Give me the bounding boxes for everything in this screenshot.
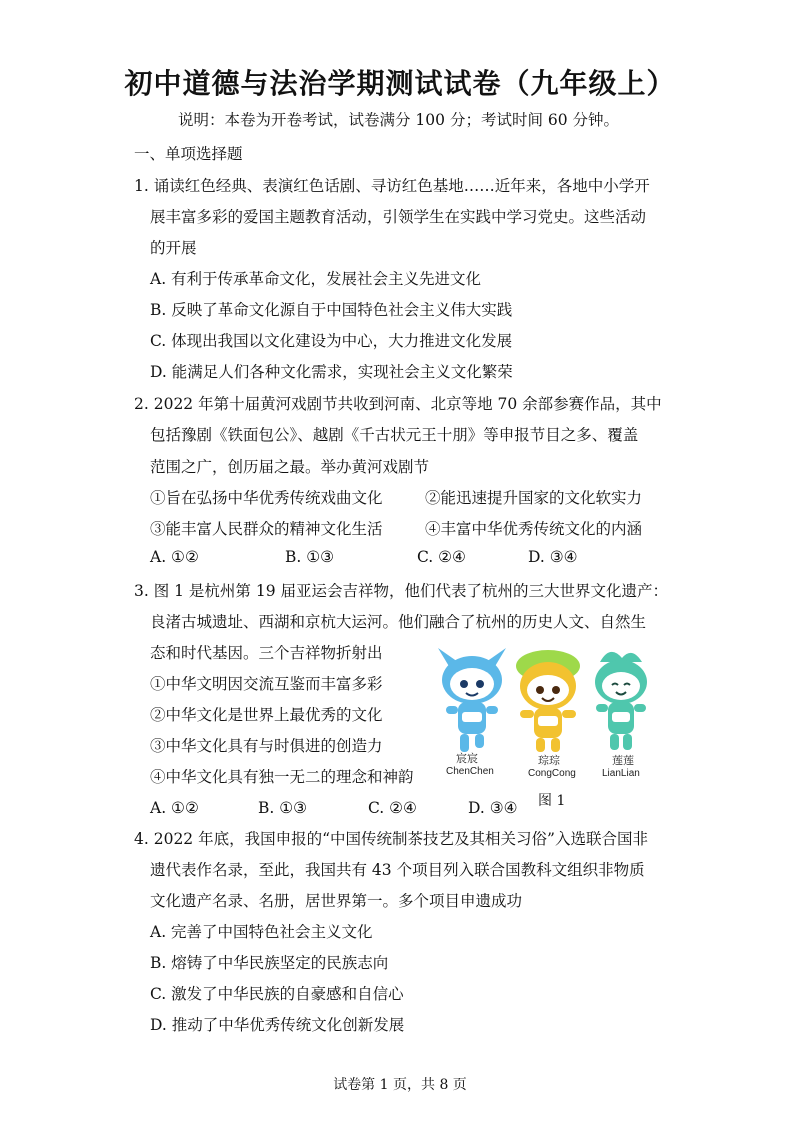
page-title: 初中道德与法治学期测试试卷（九年级上） [124,67,676,100]
q3-item-3: ③中华文化具有与时俱进的创造力 [150,737,383,755]
q3-item-2: ②中华文化是世界上最优秀的文化 [150,706,383,724]
q2-choice-b: B. ①③ [285,548,335,566]
q4-stem-line: 遗代表作名录，至此，我国共有 43 个项目列入联合国教科文组织非物质 [150,861,645,879]
q3-stem-line: 态和时代基因。三个吉祥物折射出 [150,644,383,662]
q2-item-2: ②能迅速提升国家的文化软实力 [425,489,643,507]
q1-option-b: B. 反映了革命文化源自于中国特色社会主义伟大实践 [150,301,513,319]
q2-item-4: ④丰富中华优秀传统文化的内涵 [425,520,643,538]
section-heading: 一、单项选择题 [134,145,243,163]
q3-stem-line: 3. 图 1 是杭州第 19 届亚运会吉祥物，他们代表了杭州的三大世界文化遗产： [134,582,669,600]
q3-choice-d: D. ③④ [468,799,518,817]
q1-option-c: C. 体现出我国以文化建设为中心，大力推进文化发展 [150,332,513,350]
q1-stem-line: 的开展 [150,239,197,257]
figure-caption: 图 1 [538,793,566,809]
q1-option-a: A. 有利于传承革命文化，发展社会主义先进文化 [150,270,482,288]
q2-choice-c: C. ②④ [417,548,466,566]
mascots-figure [432,640,662,810]
q2-choice-d: D. ③④ [528,548,578,566]
mascot-chenchen-illustration [438,648,506,752]
mascot-lianlian-illustration [595,652,647,750]
q2-stem-line: 2. 2022 年第十届黄河戏剧节共收到河南、北京等地 70 余部参赛作品，其中 [134,395,662,413]
q2-item-3: ③能丰富人民群众的精神文化生活 [150,520,383,538]
q3-choice-b: B. ①③ [258,799,308,817]
q2-choice-a: A. ①② [150,548,199,566]
mascot-label-cn: 宸宸 [456,753,478,765]
q1-option-d: D. 能满足人们各种文化需求，实现社会主义文化繁荣 [150,363,513,381]
q2-item-1: ①旨在弘扬中华优秀传统戏曲文化 [150,489,383,507]
q1-stem-line: 展丰富多彩的爱国主题教育活动，引领学生在实践中学习党史。这些活动 [150,208,647,226]
page-footer: 试卷第 1 页，共 8 页 [333,1077,467,1093]
q4-option-b: B. 熔铸了中华民族坚定的民族志向 [150,954,389,972]
mascot-label-cn: 莲莲 [612,755,634,767]
mascot-label-en: LianLian [602,768,640,779]
q3-choice-a: A. ①② [150,799,199,817]
q3-item-4: ④中华文化具有独一无二的理念和神韵 [150,768,414,786]
exam-instructions: 说明：本卷为开卷考试，试卷满分 100 分；考试时间 60 分钟。 [178,111,620,129]
q3-stem-line: 良渚古城遗址、西湖和京杭大运河。他们融合了杭州的历史人文、自然生 [150,613,647,631]
q4-option-d: D. 推动了中华优秀传统文化创新发展 [150,1016,405,1034]
mascot-congcong-illustration [516,650,580,752]
mascot-label-en: CongCong [528,768,576,779]
q2-stem-line: 范围之广，创历届之最。举办黄河戏剧节 [150,458,430,476]
q4-option-c: C. 激发了中华民族的自豪感和自信心 [150,985,404,1003]
q3-item-1: ①中华文明因交流互鉴而丰富多彩 [150,675,383,693]
q1-stem-line: 1. 诵读红色经典、表演红色话剧、寻访红色基地……近年来，各地中小学开 [134,177,650,195]
q4-option-a: A. 完善了中国特色社会主义文化 [150,923,373,941]
q4-stem-line: 4. 2022 年底，我国申报的“中国传统制茶技艺及其相关习俗”入选联合国非 [134,830,648,848]
q2-stem-line: 包括豫剧《铁面包公》、越剧《千古状元王十朋》等申报节目之多、覆盖 [150,426,639,444]
mascot-label-en: ChenChen [446,766,494,777]
q3-choice-c: C. ②④ [368,799,417,817]
mascot-label-cn: 琮琮 [538,755,560,767]
q4-stem-line: 文化遗产名录、名册，居世界第一。多个项目申遗成功 [150,892,523,910]
